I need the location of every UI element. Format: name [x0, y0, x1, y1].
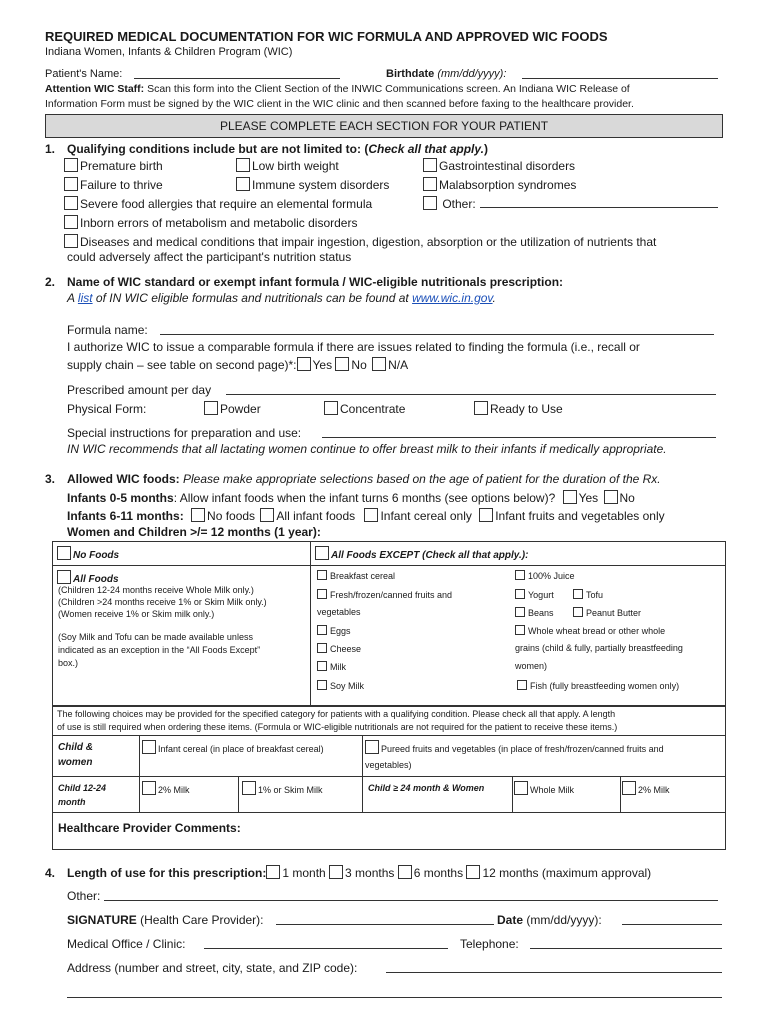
telephone-label: Telephone: [460, 937, 519, 951]
pureed-option[interactable]: Pureed fruits and vegetables (in place of fresh/frozen/canned fruits and [365, 740, 664, 754]
table-divider [238, 776, 239, 812]
checkbox[interactable] [317, 680, 327, 690]
attention-line-2: Information Form must be signed by the WIC client in the WIC clinic and then scanned before faxing to the healthcare provider. [45, 98, 634, 110]
list-link[interactable]: list [77, 291, 93, 305]
child-2pct-milk-option[interactable]: 2% Milk [142, 781, 190, 795]
length-1-month-checkbox[interactable] [266, 865, 280, 879]
checkbox[interactable] [515, 589, 525, 599]
address-field-2[interactable] [67, 997, 722, 998]
cond-premature[interactable]: Premature birth [64, 158, 163, 173]
checkbox[interactable] [365, 740, 379, 754]
special-instructions-label: Special instructions for preparation and use: [67, 426, 302, 440]
birthdate-label: Birthdate (mm/dd/yyyy): [386, 68, 507, 80]
checkbox[interactable] [204, 401, 218, 415]
except-eggs[interactable]: Eggs [317, 625, 351, 636]
except-fresh[interactable]: Fresh/frozen/canned fruits and [317, 589, 452, 600]
formula-name-label: Formula name: [67, 323, 148, 337]
infants-6-11-all-checkbox[interactable] [260, 508, 274, 522]
except-peanut[interactable]: Peanut Butter [573, 607, 641, 618]
cond-failure[interactable]: Failure to thrive [64, 177, 163, 192]
checkbox[interactable] [64, 234, 78, 248]
length-other-field[interactable] [104, 900, 718, 901]
checkbox[interactable] [515, 570, 525, 580]
checkbox[interactable] [324, 401, 338, 415]
prescribed-amount-label: Prescribed amount per day [67, 383, 212, 397]
section2-number: 2. [45, 275, 56, 289]
length-6-month-checkbox[interactable] [398, 865, 412, 879]
checkbox[interactable] [57, 546, 71, 560]
soy-note-2: indicated as an exception in the “All Foods Except” [58, 645, 261, 655]
address-label: Address (number and street, city, state, and ZIP code): [67, 961, 358, 975]
provider-comments-label: Healthcare Provider Comments: [58, 821, 241, 835]
date-field[interactable] [622, 924, 722, 925]
cond-diseases-cont: could adversely affect the participant's nutrition status [67, 250, 352, 264]
section4-number: 4. [45, 866, 56, 880]
checkbox[interactable] [236, 177, 250, 191]
cond-gi[interactable]: Gastrointestinal disorders [423, 158, 575, 173]
choices-note-2: of use is still required when ordering these items. (Formula or WIC-eligible nutritionals are not required for the patient to receive these items.) [57, 722, 618, 732]
form-title: REQUIRED MEDICAL DOCUMENTATION FOR WIC FORMULA AND APPROVED WIC FOODS [45, 29, 608, 44]
checkbox[interactable] [317, 661, 327, 671]
child-women-label: Child & [58, 742, 93, 753]
choices-note-1: The following choices may be provided for the specified category for patients with a qualifying condition. Please check all that apply. A length [57, 709, 616, 719]
cond-diseases[interactable]: Diseases and medical conditions that impair ingestion, digestion, absorption or the utilization of nutrients that [64, 234, 656, 249]
soy-note-3: box.) [58, 658, 79, 668]
checkbox[interactable] [573, 589, 583, 599]
formula-list-note: A list of IN WIC eligible formulas and nutritionals can be found at www.wic.in.gov. [67, 291, 496, 305]
office-label: Medical Office / Clinic: [67, 937, 186, 951]
birthdate-field[interactable] [522, 78, 718, 79]
child-24-women-label: Child ≥ 24 month & Women [368, 783, 485, 793]
checkbox[interactable] [317, 589, 327, 599]
length-other-label: Other: [67, 889, 101, 903]
except-grains-cont: grains (child & fully, partially breastfeeding [515, 643, 683, 653]
breastfeeding-recommendation: IN WIC recommends that all lactating women continue to offer breast milk to their infants if medically appropriate. [67, 442, 667, 456]
special-instructions-field[interactable] [322, 437, 716, 438]
infants-0-5-row: Infants 0-5 months: Allow infant foods when the infant turns 6 months (see options below)? Yes No [67, 491, 635, 505]
table-divider [52, 565, 726, 566]
formula-name-field[interactable] [160, 334, 714, 335]
length-3-month-checkbox[interactable] [329, 865, 343, 879]
cond-immune[interactable]: Immune system disorders [236, 177, 389, 192]
checkbox[interactable] [64, 177, 78, 191]
date-label: Date (mm/dd/yyyy): [497, 913, 602, 927]
infants-6-11-no-foods-checkbox[interactable] [191, 508, 205, 522]
infants-0-5-yes-checkbox[interactable] [563, 490, 577, 504]
checkbox[interactable] [315, 546, 329, 560]
child-skim-milk-option[interactable]: 1% or Skim Milk [242, 781, 323, 795]
table-divider [52, 812, 726, 813]
except-fish[interactable]: Fish (fully breastfeeding women only) [517, 680, 679, 691]
infant-cereal-place-option[interactable]: Infant cereal (in place of breakfast cereal) [142, 740, 324, 754]
address-field[interactable] [386, 972, 722, 973]
attention-line-1: Attention WIC Staff: Scan this form into the Client Section of the INWIC Communications screen. An Indiana WIC Release of [45, 83, 630, 95]
checkbox[interactable] [515, 607, 525, 617]
all-foods-note-2: (Children >24 months receive 1% or Skim Milk only.) [58, 597, 267, 607]
table-divider [52, 735, 726, 736]
women-children-label: Women and Children >/= 12 months (1 year): [67, 525, 321, 539]
signature-label: SIGNATURE (Health Care Provider): [67, 913, 264, 927]
checkbox[interactable] [622, 781, 636, 795]
all-foods-note-1: (Children 12-24 months receive Whole Milk only.) [58, 585, 254, 595]
table-divider [52, 776, 726, 777]
checkbox[interactable] [64, 215, 78, 229]
section2-heading: Name of WIC standard or exempt infant formula / WIC-eligible nutritionals prescription: [67, 275, 564, 289]
authorize-line-1: I authorize WIC to issue a comparable formula if there are issues related to finding the formula (i.e., recall or [67, 340, 640, 354]
section1-number: 1. [45, 142, 56, 156]
except-soy-milk[interactable]: Soy Milk [317, 680, 364, 691]
infants-6-11-fruits-checkbox[interactable] [479, 508, 493, 522]
child-12-24-label: Child 12-24 [58, 783, 107, 793]
table-divider [139, 735, 140, 812]
checkbox[interactable] [57, 570, 71, 584]
table-divider [620, 776, 621, 812]
all-foods-note-3: (Women receive 1% or Skim milk only.) [58, 609, 215, 619]
checkbox[interactable] [242, 781, 256, 795]
soy-note-1: (Soy Milk and Tofu can be made available unless [58, 632, 253, 642]
except-breakfast[interactable]: Breakfast cereal [317, 570, 395, 581]
checkbox[interactable] [236, 158, 250, 172]
checkbox[interactable] [517, 680, 527, 690]
authorize-na-checkbox[interactable] [372, 357, 386, 371]
patient-name-label: Patient's Name: [45, 68, 123, 80]
infants-6-11-row: Infants 6-11 months: No foods All infant foods Infant cereal only Infant fruits and vegetables only [67, 509, 665, 523]
checkbox[interactable] [474, 401, 488, 415]
instruction-banner: PLEASE COMPLETE EACH SECTION FOR YOUR PATIENT [45, 114, 723, 138]
section1-heading: Qualifying conditions include but are not limited to: (Check all that apply.) [67, 142, 488, 156]
except-juice[interactable]: 100% Juice [515, 570, 575, 581]
no-foods-option[interactable]: No Foods [57, 546, 119, 561]
form-subtitle: Indiana Women, Infants & Children Program (WIC) [45, 46, 293, 58]
prescribed-amount-field[interactable] [226, 394, 716, 395]
authorize-no-checkbox[interactable] [335, 357, 349, 371]
all-foods-option[interactable]: All Foods [57, 570, 119, 585]
checkbox[interactable] [317, 643, 327, 653]
pureed-option-cont: vegetables) [365, 760, 412, 770]
child-12-24-label-2: month [58, 797, 86, 807]
checkbox[interactable] [573, 607, 583, 617]
office-field[interactable] [204, 948, 448, 949]
cond-inborn[interactable]: Inborn errors of metabolism and metabolic disorders [64, 215, 357, 230]
all-except-option[interactable]: All Foods EXCEPT (Check all that apply.): [315, 546, 528, 561]
wic-website-link[interactable]: www.wic.in.gov [412, 291, 493, 305]
checkbox[interactable] [317, 625, 327, 635]
form-ready[interactable]: Ready to Use [474, 401, 563, 416]
table-divider [512, 776, 513, 812]
cond-allergies[interactable]: Severe food allergies that require an elemental formula [64, 196, 372, 211]
telephone-field[interactable] [530, 948, 722, 949]
infants-6-11-cereal-checkbox[interactable] [364, 508, 378, 522]
infants-0-5-no-checkbox[interactable] [604, 490, 618, 504]
except-tofu[interactable]: Tofu [573, 589, 603, 600]
cond-other-field[interactable] [480, 207, 718, 208]
women-2pct-milk-option[interactable]: 2% Milk [622, 781, 670, 795]
checkbox[interactable] [142, 740, 156, 754]
patient-name-field[interactable] [134, 78, 340, 79]
except-cheese[interactable]: Cheese [317, 643, 361, 654]
form-powder[interactable]: Powder [204, 401, 261, 416]
whole-milk-option[interactable]: Whole Milk [514, 781, 574, 795]
cond-low-weight[interactable]: Low birth weight [236, 158, 339, 173]
table-divider [362, 735, 363, 812]
except-beans[interactable]: Beans [515, 607, 554, 618]
except-fresh-cont: vegetables [317, 607, 361, 617]
signature-field[interactable] [276, 924, 494, 925]
checkbox[interactable] [142, 781, 156, 795]
except-milk[interactable]: Milk [317, 661, 346, 672]
cond-malabsorption[interactable]: Malabsorption syndromes [423, 177, 576, 192]
checkbox[interactable] [515, 625, 525, 635]
section3-number: 3. [45, 472, 56, 486]
length-of-use-row: Length of use for this prescription: 1 month 3 months 6 months 12 months (maximum approval) [67, 866, 652, 880]
except-yogurt[interactable]: Yogurt [515, 589, 554, 600]
checkbox[interactable] [64, 158, 78, 172]
authorize-line-2: supply chain – see table on second page)*: Yes No N/A [67, 358, 409, 372]
physical-form-label: Physical Form: [67, 402, 147, 416]
checkbox[interactable] [423, 177, 437, 191]
checkbox[interactable] [423, 158, 437, 172]
length-12-month-checkbox[interactable] [466, 865, 480, 879]
child-women-label-2: women [58, 757, 93, 768]
cond-other[interactable]: Other: [423, 196, 476, 211]
authorize-yes-checkbox[interactable] [297, 357, 311, 371]
checkbox[interactable] [64, 196, 78, 210]
checkbox[interactable] [317, 570, 327, 580]
form-concentrate[interactable]: Concentrate [324, 401, 405, 416]
checkbox[interactable] [423, 196, 437, 210]
section3-heading: Allowed WIC foods: Please make appropriate selections based on the age of patient for the duration of the Rx. [67, 472, 661, 486]
except-grains[interactable]: Whole wheat bread or other whole [515, 625, 665, 636]
checkbox[interactable] [514, 781, 528, 795]
except-grains-cont2: women) [515, 661, 548, 671]
